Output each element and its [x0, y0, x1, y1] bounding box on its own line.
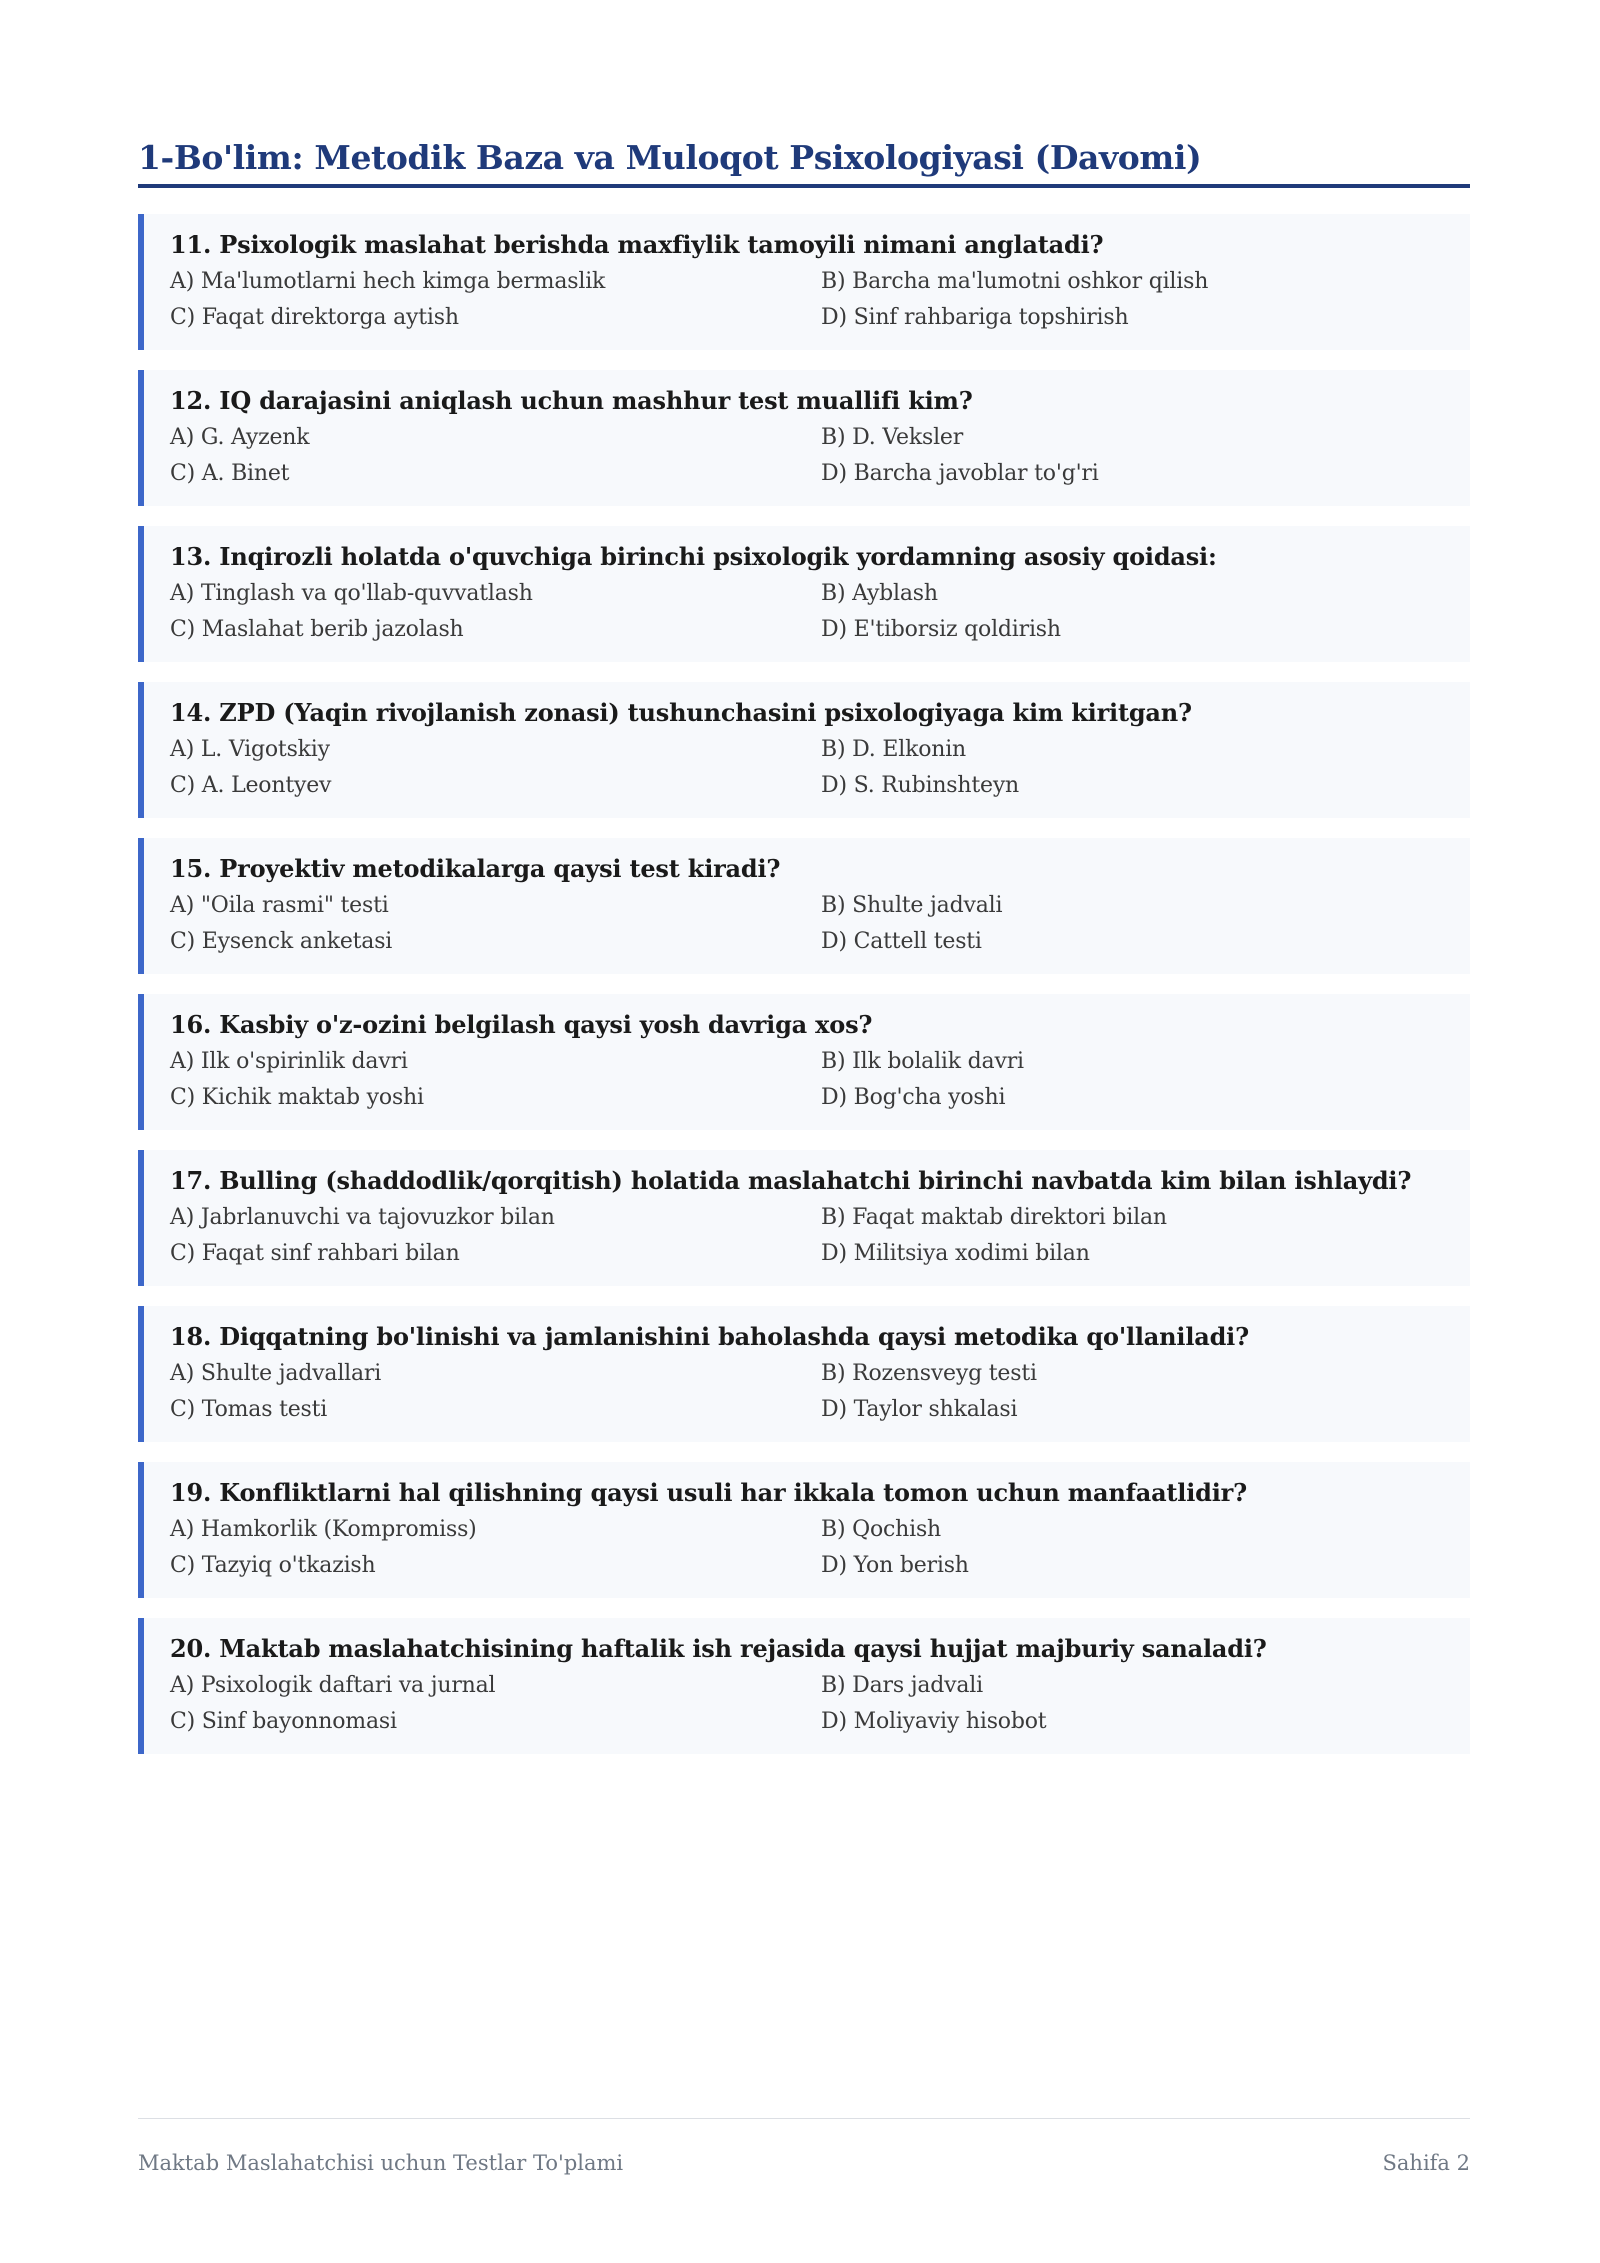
- answer-options: [170, 1356, 1446, 1428]
- question-list: [138, 214, 1470, 1774]
- answer-options: [170, 1512, 1446, 1584]
- option-c: C) Eysenck anketasi: [170, 929, 393, 954]
- option-c: C) Maslahat berib jazolash: [170, 617, 464, 642]
- option-a: A) Shulte jadvallari: [170, 1361, 382, 1386]
- option-b: B) Shulte jadvali: [821, 893, 1003, 918]
- question-card-17: [138, 1150, 1470, 1286]
- answer-options: [170, 1200, 1446, 1272]
- option-d: D) Barcha javoblar to'g'ri: [821, 461, 1099, 486]
- option-b: B) Barcha ma'lumotni oshkor qilish: [821, 269, 1209, 294]
- option-b: B) Qochish: [821, 1517, 942, 1542]
- footer-document-title: Maktab Maslahatchisi uchun Testlar To'plami: [138, 2151, 624, 2175]
- question-title: 15. Proyektiv metodikalarga qaysi test kiradi?: [170, 854, 781, 883]
- option-c: C) Tazyiq o'tkazish: [170, 1553, 376, 1578]
- option-d: D) S. Rubinshteyn: [821, 773, 1020, 798]
- question-title: 14. ZPD (Yaqin rivojlanish zonasi) tushunchasini psixologiyaga kim kiritgan?: [170, 698, 1192, 727]
- option-d: D) Moliyaviy hisobot: [821, 1709, 1047, 1734]
- question-card-19: [138, 1462, 1470, 1598]
- option-c: C) A. Binet: [170, 461, 290, 486]
- answer-options: [170, 576, 1446, 648]
- option-d: D) Sinf rahbariga topshirish: [821, 305, 1129, 330]
- option-b: B) D. Veksler: [821, 425, 964, 450]
- question-title: 17. Bulling (shaddodlik/qorqitish) holatida maslahatchi birinchi navbatda kim bilan ishlaydi?: [170, 1166, 1412, 1195]
- question-title: 20. Maktab maslahatchisining haftalik ish rejasida qaysi hujjat majburiy sanaladi?: [170, 1634, 1267, 1663]
- option-b: B) Ayblash: [821, 581, 938, 606]
- option-a: A) Psixologik daftari va jurnal: [170, 1673, 496, 1698]
- option-a: A) L. Vigotskiy: [170, 737, 330, 762]
- question-title: 16. Kasbiy o'z-ozini belgilash qaysi yosh davriga xos?: [170, 1010, 873, 1039]
- option-d: D) Militsiya xodimi bilan: [821, 1241, 1090, 1266]
- question-title: 11. Psixologik maslahat berishda maxfiylik tamoyili nimani anglatadi?: [170, 230, 1104, 259]
- answer-options: [170, 420, 1446, 492]
- option-a: A) G. Ayzenk: [170, 425, 310, 450]
- option-b: B) Rozensveyg testi: [821, 1361, 1037, 1386]
- option-c: C) A. Leontyev: [170, 773, 332, 798]
- question-title: 12. IQ darajasini aniqlash uchun mashhur test muallifi kim?: [170, 386, 973, 415]
- question-card-13: [138, 526, 1470, 662]
- option-c: C) Faqat direktorga aytish: [170, 305, 459, 330]
- option-d: D) Taylor shkalasi: [821, 1397, 1018, 1422]
- option-d: D) Yon berish: [821, 1553, 969, 1578]
- question-card-18: [138, 1306, 1470, 1442]
- option-b: B) Ilk bolalik davri: [821, 1049, 1024, 1074]
- option-a: A) Jabrlanuvchi va tajovuzkor bilan: [170, 1205, 555, 1230]
- option-b: B) Faqat maktab direktori bilan: [821, 1205, 1167, 1230]
- question-title: 13. Inqirozli holatda o'quvchiga birinchi psixologik yordamning asosiy qoidasi:: [170, 542, 1217, 571]
- answer-options: [170, 888, 1446, 960]
- question-card-11: [138, 214, 1470, 350]
- option-c: C) Faqat sinf rahbari bilan: [170, 1241, 460, 1266]
- page-title: 1-Bo'lim: Metodik Baza va Muloqot Psixologiyasi (Davomi): [138, 138, 1202, 177]
- footer-page-number: Sahifa 2: [1382, 2151, 1470, 2175]
- question-title: 19. Konfliktlarni hal qilishning qaysi usuli har ikkala tomon uchun manfaatlidir?: [170, 1478, 1247, 1507]
- answer-options: [170, 732, 1446, 804]
- question-card-14: [138, 682, 1470, 818]
- question-card-16: [138, 994, 1470, 1130]
- option-d: D) Bog'cha yoshi: [821, 1085, 1006, 1110]
- question-card-15: [138, 838, 1470, 974]
- option-c: C) Sinf bayonnomasi: [170, 1709, 397, 1734]
- question-title: 18. Diqqatning bo'linishi va jamlanishini baholashda qaysi metodika qo'llaniladi?: [170, 1322, 1249, 1351]
- answer-options: [170, 1044, 1446, 1116]
- option-a: A) "Oila rasmi" testi: [170, 893, 389, 918]
- answer-options: [170, 1668, 1446, 1740]
- option-c: C) Kichik maktab yoshi: [170, 1085, 424, 1110]
- option-a: A) Ilk o'spirinlik davri: [170, 1049, 408, 1074]
- option-b: B) Dars jadvali: [821, 1673, 983, 1698]
- option-a: A) Hamkorlik (Kompromiss): [170, 1517, 477, 1542]
- option-d: D) E'tiborsiz qoldirish: [821, 617, 1061, 642]
- question-card-20: [138, 1618, 1470, 1754]
- question-card-12: [138, 370, 1470, 506]
- option-b: B) D. Elkonin: [821, 737, 967, 762]
- footer-divider: [138, 2118, 1470, 2119]
- title-divider: [138, 184, 1470, 188]
- option-d: D) Cattell testi: [821, 929, 982, 954]
- option-a: A) Tinglash va qo'llab-quvvatlash: [170, 581, 533, 606]
- answer-options: [170, 264, 1446, 336]
- option-c: C) Tomas testi: [170, 1397, 328, 1422]
- option-a: A) Ma'lumotlarni hech kimga bermaslik: [170, 269, 606, 294]
